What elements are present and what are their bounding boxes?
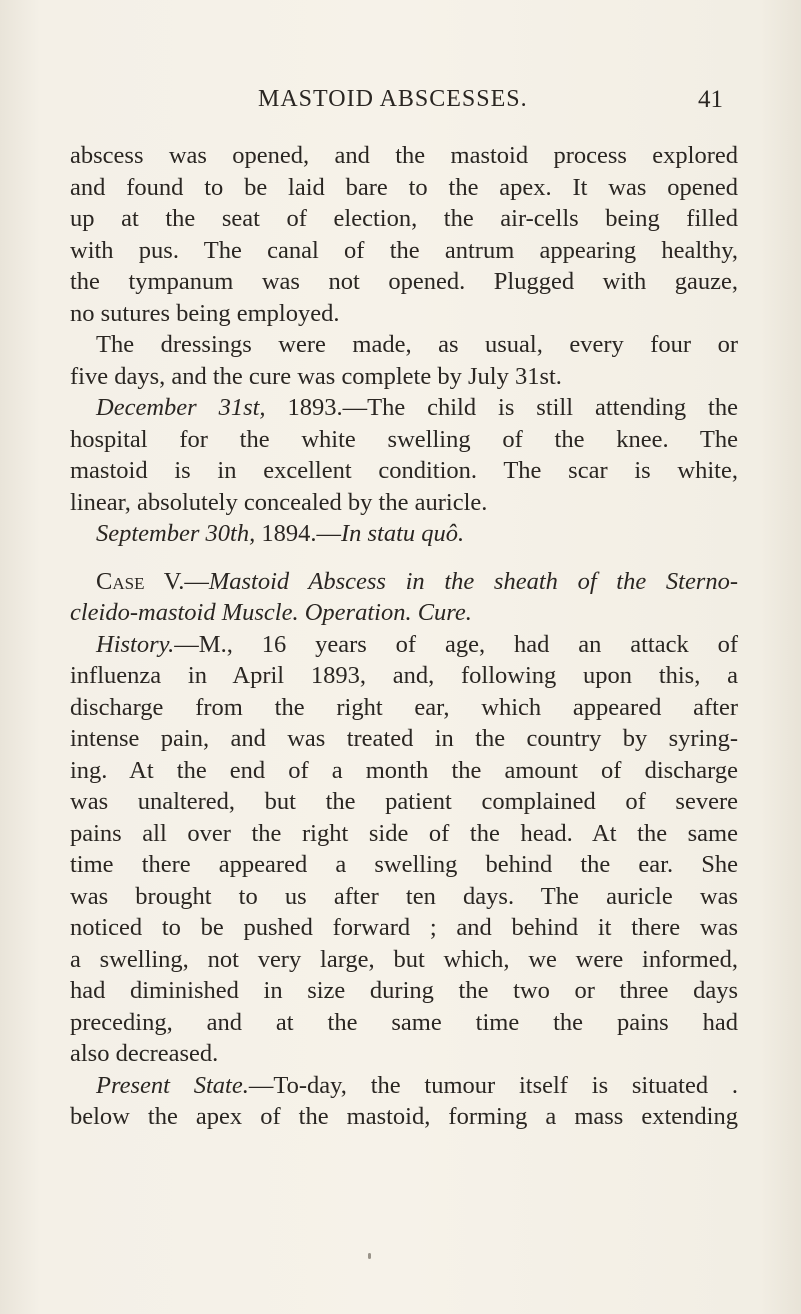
text-run: 1893.—The child is still attending the: [265, 394, 738, 421]
case-title: Mastoid Abscess in the sheath of the Sterno-: [208, 567, 739, 595]
text-line: mastoid is in excellent condition. The scar is white,: [70, 457, 738, 484]
date-label: September 30th,: [96, 520, 256, 547]
text-run: —To-day, the tumour itself is situated .: [248, 1071, 739, 1099]
running-head: MASTOID ABSCESSES.: [258, 86, 528, 112]
section-label: Present State.: [96, 1071, 249, 1099]
case-title-continued: cleido-mastoid Muscle. Operation. Cure.: [70, 599, 472, 626]
text-line: with pus. The canal of the antrum appearing healthy,: [70, 236, 738, 264]
text-line: was unaltered, but the patient complained of severe: [70, 788, 738, 815]
page-number: 41: [698, 86, 723, 113]
text-line: noticed to be pushed forward ; and behind it there was: [70, 914, 738, 941]
text-line: abscess was opened, and the mastoid process explored: [70, 142, 738, 169]
text-line: influenza in April 1893, and, following upon this, a: [70, 662, 738, 689]
case-number: V.—: [144, 567, 209, 595]
text-line: [70, 518, 738, 550]
page-header: [0, 86, 801, 120]
text-line: up at the seat of election, the air-cells being filled: [70, 205, 738, 232]
text-line: hospital for the white swelling of the knee. The: [70, 425, 738, 453]
text-line: the tympanum was not opened. Plugged with gauze,: [70, 268, 738, 295]
text-line: a swelling, not very large, but which, we were informed,: [70, 945, 738, 973]
text-line: had diminished in size during the two or three days: [70, 977, 738, 1004]
body-text: [70, 140, 738, 1133]
text-run: 1894.—: [255, 520, 341, 547]
text-line: was brought to us after ten days. The auricle was: [70, 882, 738, 910]
section-gap: [70, 550, 738, 566]
italic-phrase: In statu quô.: [340, 520, 465, 547]
text-line: [70, 629, 738, 661]
text-line: discharge from the right ear, which appeared after: [70, 693, 738, 721]
case-heading-line: [70, 566, 738, 598]
case-heading-line: [70, 597, 738, 629]
text-line: [70, 392, 738, 424]
text-line: five days, and the cure was complete by July 31st.: [70, 362, 562, 390]
text-line: linear, absolutely concealed by the auricle.: [70, 488, 488, 516]
text-line: ing. At the end of a month the amount of discharge: [70, 756, 738, 784]
text-line: pains all over the right side of the head. At the same: [70, 819, 738, 847]
text-line: below the apex of the mastoid, forming a mass extending: [70, 1103, 738, 1130]
text-line: no sutures being employed.: [70, 299, 340, 327]
ink-speck: [368, 1253, 371, 1259]
text-line: preceding, and at the same time the pains had: [70, 1008, 738, 1036]
date-label: December 31st,: [96, 394, 266, 421]
text-line: The dressings were made, as usual, every four or: [96, 331, 738, 358]
text-run: —M., 16 years of age, had an attack of: [174, 630, 738, 658]
text-line: time there appeared a swelling behind the ear. She: [70, 851, 738, 878]
section-label: History.: [96, 630, 175, 658]
text-line: [70, 1070, 738, 1102]
text-line: and found to be laid bare to the apex. It was opened: [70, 173, 738, 201]
text-line: also decreased.: [70, 1040, 219, 1067]
case-label: Case: [96, 567, 145, 595]
text-line: intense pain, and was treated in the country by syring-: [70, 725, 738, 752]
